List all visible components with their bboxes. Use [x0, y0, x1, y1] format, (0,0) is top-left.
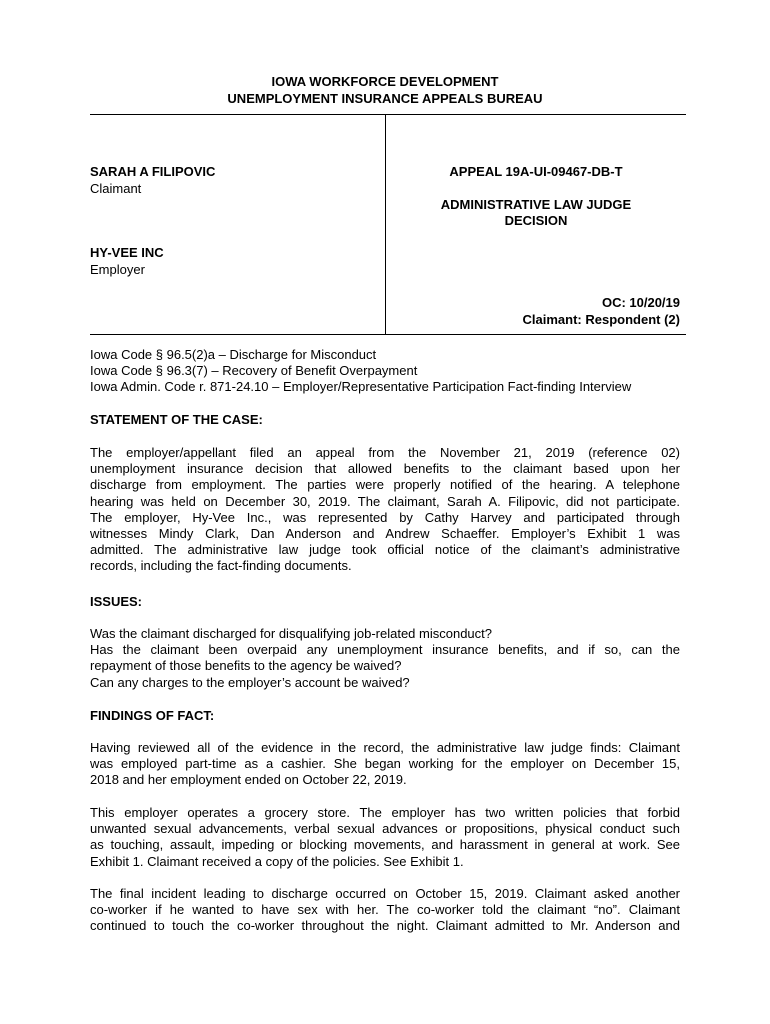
- employer-role: Employer: [90, 262, 145, 277]
- issues-paragraph: [90, 626, 680, 691]
- text-line: Can any charges to the employer’s account be waived?: [90, 674, 410, 690]
- claimant-role: Claimant: [90, 181, 142, 196]
- agency-name: IOWA WORKFORCE DEVELOPMENT: [271, 74, 499, 89]
- text-line: unemployment insurance decision that allowed benefits to the claimant based upon her: [90, 461, 680, 477]
- text-line: This employer operates a grocery store. The employer has two written policies that forbid: [90, 805, 680, 820]
- oc-date: OC: 10/20/19: [601, 295, 680, 310]
- claimant-status: Claimant: Respondent (2): [522, 312, 680, 327]
- text-line: 2018 and her employment ended on October 22, 2019.: [90, 772, 407, 788]
- findings-paragraph-1: [90, 740, 680, 789]
- text-line: admitted. The administrative law judge took official notice of the claimant’s administrative: [90, 542, 680, 558]
- findings-paragraph-2: [90, 805, 680, 870]
- code-citation: Iowa Code § 96.3(7) – Recovery of Benefit Overpayment: [90, 363, 418, 379]
- text-line: records, including the fact-finding documents.: [90, 558, 352, 574]
- decision-title-line1: ADMINISTRATIVE LAW JUDGE: [440, 197, 632, 212]
- statement-heading: STATEMENT OF THE CASE:: [90, 412, 263, 427]
- claimant-name: SARAH A FILIPOVIC: [90, 164, 216, 179]
- text-line: repayment of those benefits to the agency be waived?: [90, 658, 402, 674]
- issues-heading: ISSUES:: [90, 594, 143, 609]
- decision-title-line2: DECISION: [504, 213, 568, 228]
- employer-name: HY-VEE INC: [90, 245, 164, 260]
- code-citations: [90, 347, 631, 396]
- text-line: hearing was held on December 30, 2019. The claimant, Sarah A. Filipovic, did not participate.: [90, 493, 680, 509]
- text-line: Has the claimant been overpaid any unemployment insurance benefits, and if so, can the: [90, 642, 680, 658]
- text-line: co-worker if he wanted to have sex with her. The co-worker told the claimant “no”. Claimant: [90, 902, 680, 918]
- text-line: continued to touch the co-worker throughout the night. Claimant admitted to Mr. Anderson and: [90, 918, 680, 934]
- text-line: discharge from employment. The parties were properly notified of the hearing. A telephone: [90, 477, 680, 493]
- caption-bottom-rule: [90, 334, 686, 335]
- code-citation: Iowa Admin. Code r. 871-24.10 – Employer/Representative Participation Fact-finding Interview: [90, 379, 632, 395]
- appeal-number: APPEAL 19A-UI-09467-DB-T: [449, 164, 623, 179]
- findings-paragraph-3: [90, 886, 680, 935]
- statement-paragraph: [90, 445, 680, 575]
- text-line: The employer/appellant filed an appeal from the November 21, 2019 (reference 02): [90, 445, 680, 460]
- text-line: The final incident leading to discharge occurred on October 15, 2019. Claimant asked another: [90, 886, 680, 901]
- findings-heading: FINDINGS OF FACT:: [90, 708, 215, 723]
- text-line: was employed part-time as a cashier. She began working for the employer on December 15,: [90, 756, 680, 772]
- code-citation: Iowa Code § 96.5(2)a – Discharge for Misconduct: [90, 347, 377, 362]
- text-line: Exhibit 1. Claimant received a copy of the policies. See Exhibit 1.: [90, 853, 464, 869]
- text-line: witnesses Mindy Clark, Dan Anderson and Andrew Schaeffer. Employer’s Exhibit 1 was: [90, 525, 680, 541]
- text-line: unwanted sexual advancements, verbal sexual advances or propositions, physical conduct such: [90, 821, 680, 837]
- text-line: Having reviewed all of the evidence in the record, the administrative law judge finds: Claimant: [90, 740, 680, 755]
- text-line: Was the claimant discharged for disqualifying job-related misconduct?: [90, 626, 492, 641]
- text-line: The employer, Hy-Vee Inc., was represented by Cathy Harvey and participated through: [90, 509, 680, 525]
- text-line: as touching, assault, impeding or blocking movements, and harassment in general at work. See: [90, 837, 680, 853]
- caption-top-rule: [90, 114, 686, 115]
- bureau-name: UNEMPLOYMENT INSURANCE APPEALS BUREAU: [227, 91, 543, 106]
